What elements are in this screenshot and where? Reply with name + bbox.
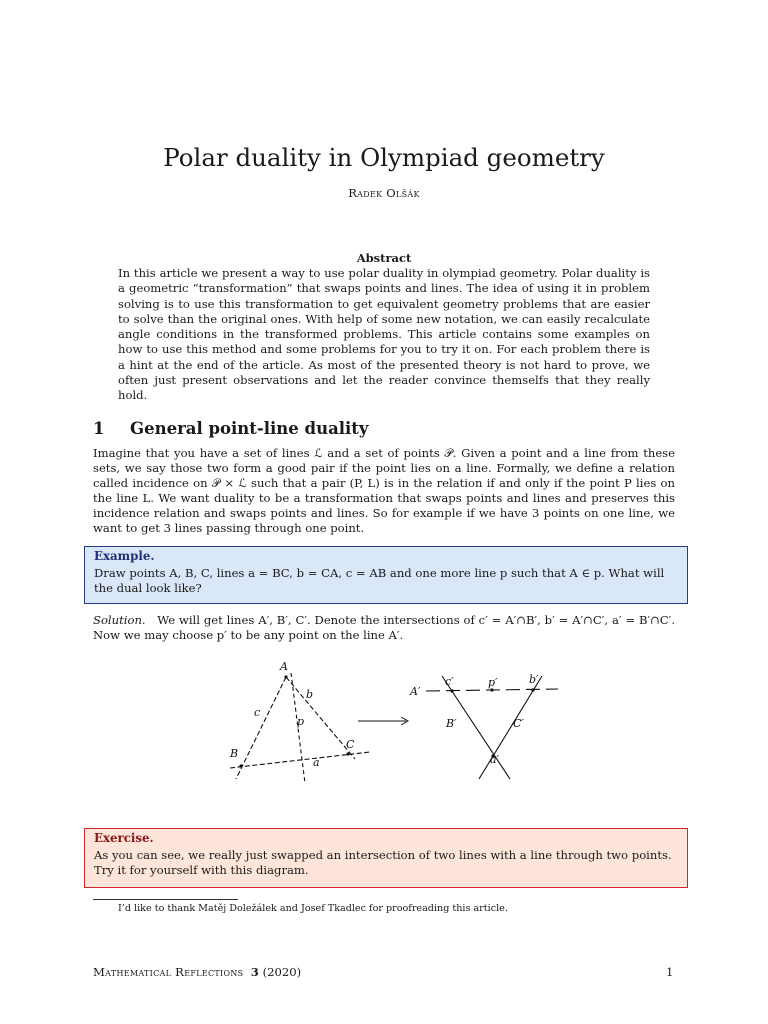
example-heading: Example.	[94, 549, 155, 563]
point-b	[239, 764, 242, 767]
duality-diagram	[220, 655, 580, 785]
label-p: p	[297, 715, 305, 728]
label-B-prime: B′	[446, 717, 457, 730]
label-c-prime: c′	[445, 675, 454, 688]
line-c	[236, 677, 286, 779]
abstract-text: In this article we present a way to use polar duality in olympiad geometry. Polar duality is a geometric “transformation” that swaps points and lines. The idea of using it in problem solving is to use this transformation to get equivalent geometry problems that are easier to solve than the original ones. With help of some new notation, we can easily recalculate angle conditions in the transformed problems. This article contains some examples on how to use this method and some problems for you to try it on. For each problem there is a hint at the end of the article. As most of the presented theory is not hard to prove, we often just present observations and let the reader convince themselfs that they really hold.	[118, 266, 650, 403]
label-C-prime: C′	[513, 717, 524, 730]
footer-journal	[93, 965, 301, 979]
page-number: 1	[666, 965, 674, 979]
left-points	[239, 675, 349, 767]
left-labels	[229, 660, 355, 769]
exercise-box	[84, 828, 688, 888]
author-name: Radek Olšák	[348, 186, 420, 200]
paper-title: Polar duality in Olympiad geometry	[163, 143, 605, 172]
label-b: b	[306, 688, 314, 701]
exercise-text: As you can see, we really just swapped an intersection of two lines with a line through two points. Try it for yourself with this diagram.	[94, 848, 672, 878]
left-triangle-figure	[230, 673, 370, 783]
issue-year: (2020)	[262, 965, 302, 979]
section-heading	[93, 419, 369, 438]
example-box	[84, 546, 688, 604]
line-p	[291, 673, 305, 783]
point-a	[284, 675, 287, 678]
label-b-prime: b′	[529, 673, 539, 686]
point-c	[346, 752, 349, 755]
solution-text: We will get lines A′, B′, C′. Denote the intersections of c′ = A′∩B′, b′ = A′∩C′, a′ = B′∩C′. Now we may choose p′ to be any point on the line A′.	[93, 613, 675, 643]
abstract-heading: Abstract	[356, 251, 412, 265]
label-a: a	[313, 756, 320, 769]
point-b-prime	[531, 688, 534, 691]
right-labels	[409, 673, 539, 766]
footnote: I’d like to thank Matěj Doležálek and Josef Tkadlec for proofreading this article.	[118, 903, 508, 914]
section-title: General point-line duality	[130, 419, 369, 438]
label-a-prime: a′	[490, 753, 500, 766]
solution-paragraph	[93, 613, 675, 643]
label-p-prime: p′	[488, 676, 498, 689]
journal-name: Mathematical Reflections	[93, 965, 244, 979]
point-c-prime	[450, 689, 453, 692]
label-C: C	[346, 738, 355, 751]
issue-number: 3	[250, 965, 259, 979]
solution-label: Solution.	[93, 613, 146, 627]
transform-arrow	[358, 717, 408, 725]
section-paragraph: Imagine that you have a set of lines ℒ and a set of points 𝒫. Given a point and a line from these sets, we say those two form a good pair if the point lies on a line. Formally, we define a relation called incidence on 𝒫 × ℒ such that a pair (P, L) is in the relation if and only if the point P lies on the line L. We want duality to be a transformation that swaps points and lines and preserves this incidence relation and swaps points and lines. So for example if we have 3 points on one line, we want to get 3 lines passing through one point.	[93, 446, 675, 536]
exercise-heading: Exercise.	[94, 831, 154, 845]
label-c: c	[254, 706, 261, 719]
label-A-prime: A′	[410, 685, 421, 698]
example-text: Draw points A, B, C, lines a = BC, b = CA, c = AB and one more line p such that A ∈ p. What will the dual look like?	[94, 566, 665, 596]
label-A: A	[280, 660, 288, 673]
footnote-rule	[93, 899, 238, 900]
section-number: 1	[93, 419, 105, 438]
label-B: B	[230, 747, 239, 760]
